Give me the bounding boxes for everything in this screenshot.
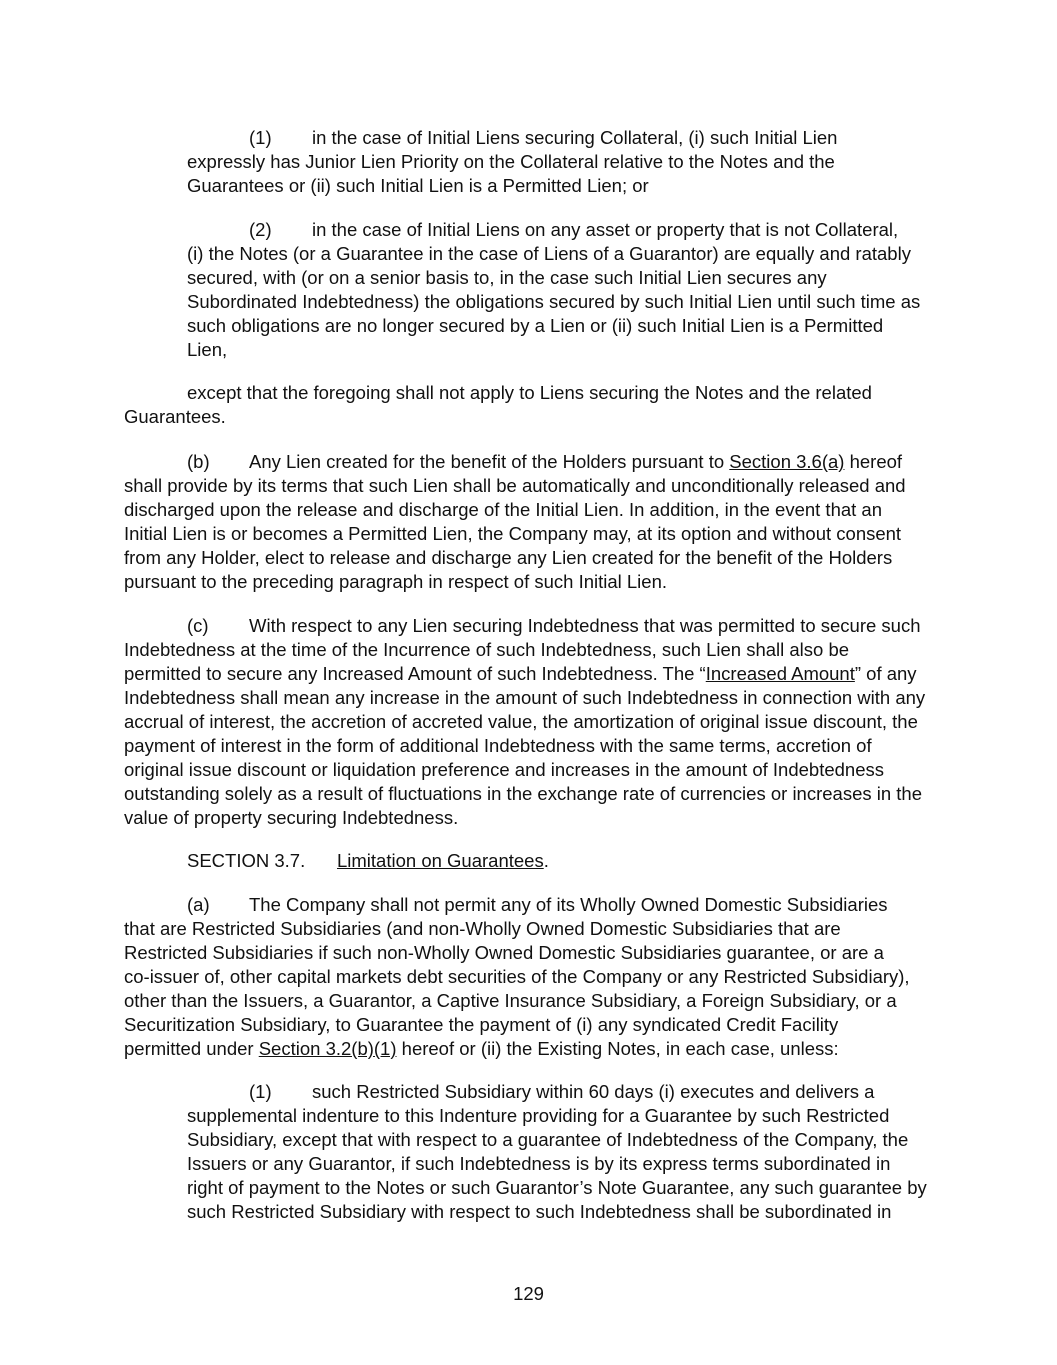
text-run: hereof	[844, 451, 903, 472]
text-line: Initial Lien is or becomes a Permitted Lien, the Company may, at its option and without consent	[124, 523, 902, 544]
text-line: expressly has Junior Lien Priority on the Collateral relative to the Notes and the	[187, 151, 835, 172]
text-line: other than the Issuers, a Guarantor, a Captive Insurance Subsidiary, a Foreign Subsidiary, or a	[124, 990, 897, 1011]
text-line: With respect to any Lien securing Indebtedness that was permitted to secure such	[249, 615, 921, 636]
clause-number: (a)	[187, 894, 210, 915]
text-line: Securitization Subsidiary, to Guarantee the payment of (i) any syndicated Credit Facility	[124, 1014, 839, 1035]
text-line: that are Restricted Subsidiaries (and non-Wholly Owned Domestic Subsidiaries that are	[124, 918, 841, 939]
text-line: such obligations are no longer secured by a Lien or (ii) such Initial Lien is a Permitted	[187, 315, 884, 336]
text-line: Indebtedness at the time of the Incurrence of such Indebtedness, such Lien shall also be	[124, 639, 850, 660]
section-reference-link: Section 3.2(b)(1)	[258, 1038, 397, 1059]
text-run: .	[543, 850, 549, 871]
text-line: except that the foregoing shall not apply to Liens securing the Notes and the related	[187, 382, 872, 403]
clause-number: (1)	[249, 127, 272, 148]
text-line: in the case of Initial Liens securing Collateral, (i) such Initial Lien	[312, 127, 838, 148]
text-line: Issuers or any Guarantor, if such Indebtedness is by its express terms subordinated in	[187, 1153, 891, 1174]
text-line	[124, 1037, 839, 1061]
section-number: SECTION 3.7.	[187, 850, 306, 871]
text-run: Any Lien created for the benefit of the Holders pursuant to	[249, 451, 730, 472]
text-line: pursuant to the preceding paragraph in respect of such Initial Lien.	[124, 571, 668, 592]
defined-term: Increased Amount	[705, 663, 855, 684]
text-line: secured, with (or on a senior basis to, in the case such Initial Lien secures any	[187, 267, 827, 288]
text-line: (i) the Notes (or a Guarantee in the case of Liens of a Guarantor) are equally and ratably	[187, 243, 911, 264]
text-line: accrual of interest, the accretion of accreted value, the amortization of original issue discount, the	[124, 711, 918, 732]
page-number: 129	[513, 1283, 544, 1304]
clause-number: (b)	[187, 451, 210, 472]
text-line: value of property securing Indebtedness.	[124, 807, 459, 828]
text-line	[249, 450, 902, 474]
text-line: outstanding solely as a result of fluctuations in the exchange rate of currencies or increases in the	[124, 783, 923, 804]
text-line: Indebtedness shall mean any increase in the amount of such Indebtedness in connection with any	[124, 687, 926, 708]
text-line: discharged upon the release and discharge of the Initial Lien. In addition, in the event that an	[124, 499, 883, 520]
text-line: such Restricted Subsidiary within 60 days (i) executes and delivers a	[312, 1081, 875, 1102]
clause-number: (1)	[249, 1081, 272, 1102]
text-line: Lien,	[187, 339, 228, 360]
text-line: original issue discount or liquidation preference and increases in the amount of Indebtedness	[124, 759, 885, 780]
text-run: ” of any	[854, 663, 917, 684]
text-run: permitted under	[124, 1038, 259, 1059]
text-line: Guarantees.	[124, 406, 226, 427]
text-line: right of payment to the Notes or such Guarantor’s Note Guarantee, any such guarantee by	[187, 1177, 927, 1198]
text-line: The Company shall not permit any of its Wholly Owned Domestic Subsidiaries	[249, 894, 888, 915]
text-line: in the case of Initial Liens on any asset or property that is not Collateral,	[312, 219, 899, 240]
text-line: from any Holder, elect to release and discharge any Lien created for the benefit of the Holders	[124, 547, 893, 568]
section-title: Limitation on Guarantees	[337, 850, 544, 871]
text-line: Restricted Subsidiaries if such non-Wholly Owned Domestic Subsidiaries guarantee, or are a	[124, 942, 884, 963]
text-run: hereof or (ii) the Existing Notes, in each case, unless:	[396, 1038, 839, 1059]
text-line: co-issuer of, other capital markets debt securities of the Company or any Restricted Subsidiary),	[124, 966, 910, 987]
text-run: permitted to secure any Increased Amount of such Indebtedness. The “	[124, 663, 706, 684]
text-line: payment of interest in the form of additional Indebtedness with the same terms, accretion of	[124, 735, 872, 756]
text-line: Subordinated Indebtedness) the obligations secured by such Initial Lien until such time as	[187, 291, 921, 312]
text-line	[124, 662, 917, 686]
section-title-line	[337, 849, 549, 873]
text-line: Subsidiary, except that with respect to a guarantee of Indebtedness of the Company, the	[187, 1129, 909, 1150]
text-line: Guarantees or (ii) such Initial Lien is a Permitted Lien; or	[187, 175, 649, 196]
text-line: shall provide by its terms that such Lien shall be automatically and unconditionally released and	[124, 475, 906, 496]
clause-number: (2)	[249, 219, 272, 240]
section-reference-link: Section 3.6(a)	[729, 451, 845, 472]
text-line: such Restricted Subsidiary with respect to such Indebtedness shall be subordinated in	[187, 1201, 892, 1222]
clause-number: (c)	[187, 615, 209, 636]
text-line: supplemental indenture to this Indenture providing for a Guarantee by such Restricted	[187, 1105, 890, 1126]
